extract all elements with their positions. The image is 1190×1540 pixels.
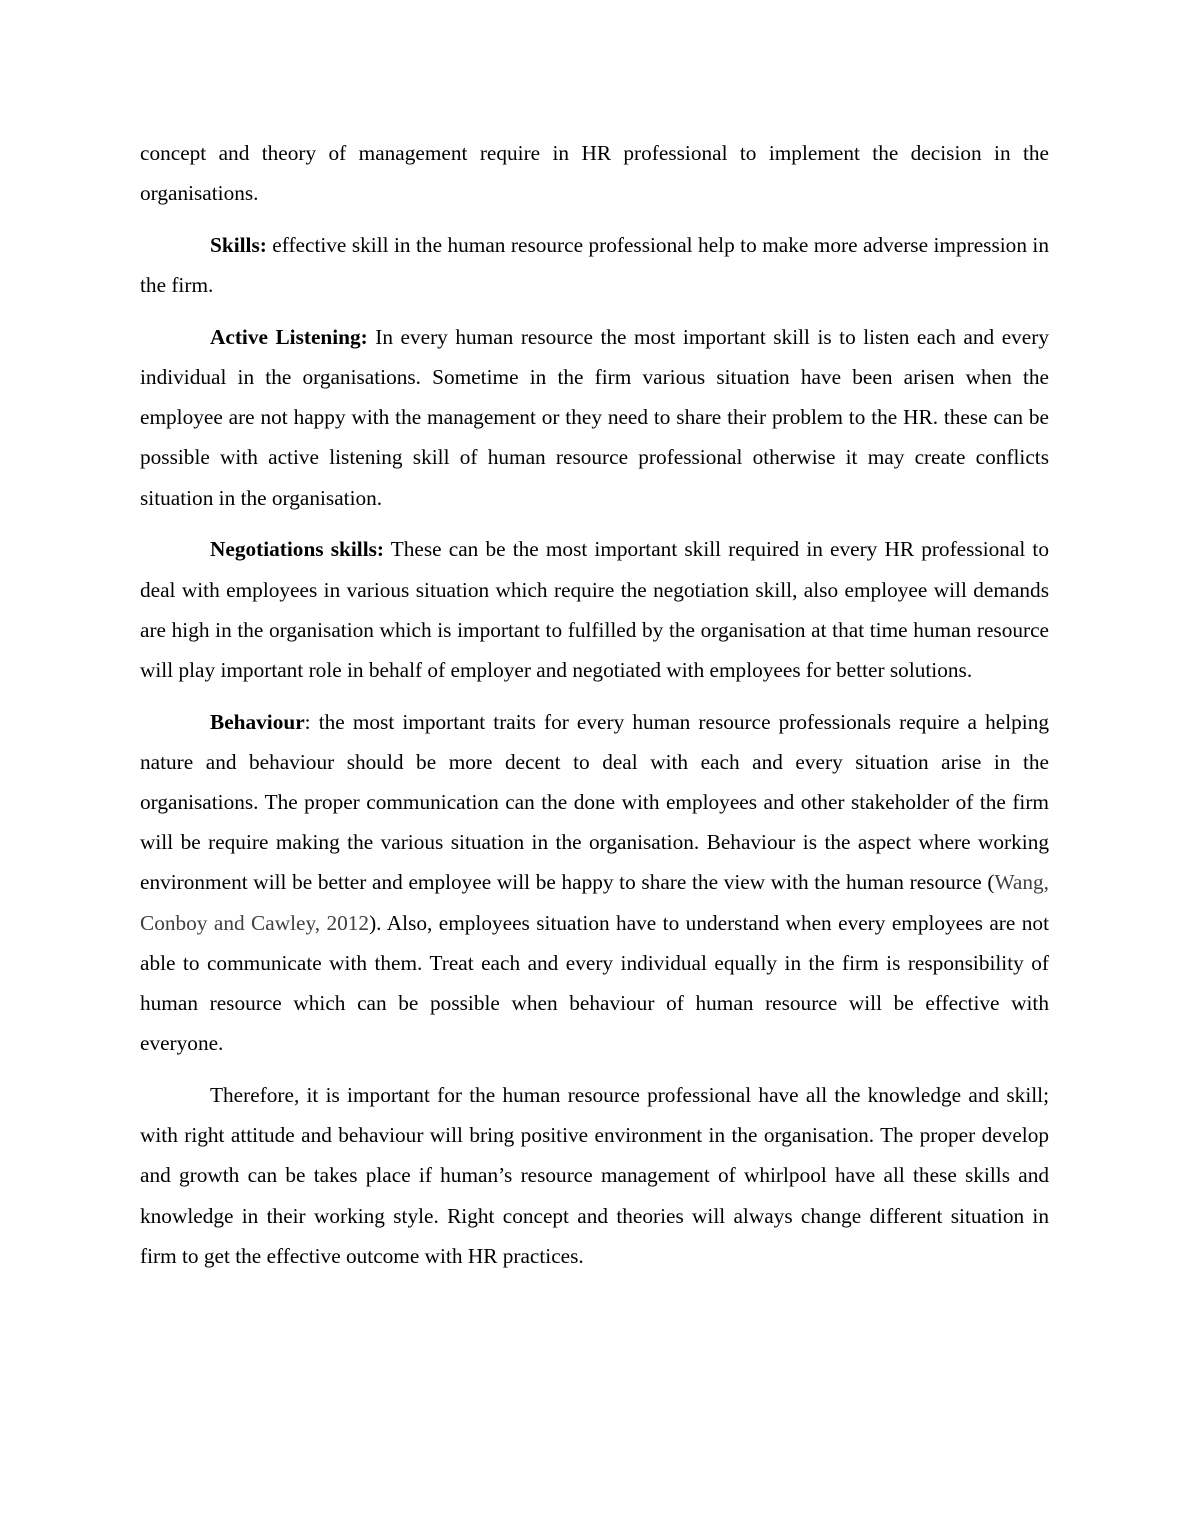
paragraph-active-listening (140, 317, 1049, 518)
paragraph-negotiations-skills (140, 529, 1049, 690)
paragraph-text: concept and theory of management require in HR professional to implement the decision in the organisations. (140, 141, 1049, 206)
citation: Wang, Conboy and Cawley, 2012 (140, 870, 1049, 935)
paragraph-heading-negotiations-skills: Negotiations skills: (210, 537, 384, 562)
paragraph-heading-skills: Skills: (210, 232, 267, 257)
paragraph-heading-behaviour: Behaviour (210, 709, 305, 734)
paragraph-heading-active-listening: Active Listening: (210, 324, 368, 349)
paragraph-text: These can be the most important skill required in every HR professional to deal with employees in various situation which require the negotiation skill, also employee will demands are high in the organisation which is important to fulfilled by the organisation at that time human resource will play important role in behalf of employer and negotiated with employees for better solutions. (140, 537, 1049, 682)
paragraph-skills (140, 225, 1049, 305)
document-page (140, 133, 1049, 1287)
paragraph-text: : the most important traits for every human resource professionals require a helping nature and behaviour should be more decent to deal with each and every situation arise in the organisations. The proper communication can the done with employees and other stakeholder of the firm will be require making the various situation in the organisation. Behaviour is the aspect where working environment will be better and employee will be happy to share the view with the human resource ( (140, 709, 1049, 895)
paragraph-conclusion (140, 1075, 1049, 1276)
paragraph-text: effective skill in the human resource professional help to make more adverse impression in the firm. (140, 232, 1049, 298)
paragraph-behaviour (140, 702, 1049, 1064)
paragraph-concept-continuation (140, 133, 1049, 213)
paragraph-text: ). Also, employees situation have to understand when every employees are not able to communicate with them. Treat each and every individual equally in the firm is responsibility of human resource which can be possible when behaviour of human resource will be effective with everyone. (140, 910, 1049, 1056)
paragraph-text: In every human resource the most important skill is to listen each and every individual in the organisations. Sometime in the firm various situation have been arisen when the employee are not happy with the management or they need to share their problem to the HR. these can be possible with active listening skill of human resource professional otherwise it may create conflicts situation in the organisation. (140, 324, 1049, 510)
paragraph-text: Therefore, it is important for the human resource professional have all the knowledge and skill; with right attitude and behaviour will bring positive environment in the organisation. The proper develop and growth can be takes place if human’s resource management of whirlpool have all these skills and knowledge in their working style. Right concept and theories will always change different situation in firm to get the effective outcome with HR practices. (140, 1082, 1049, 1268)
